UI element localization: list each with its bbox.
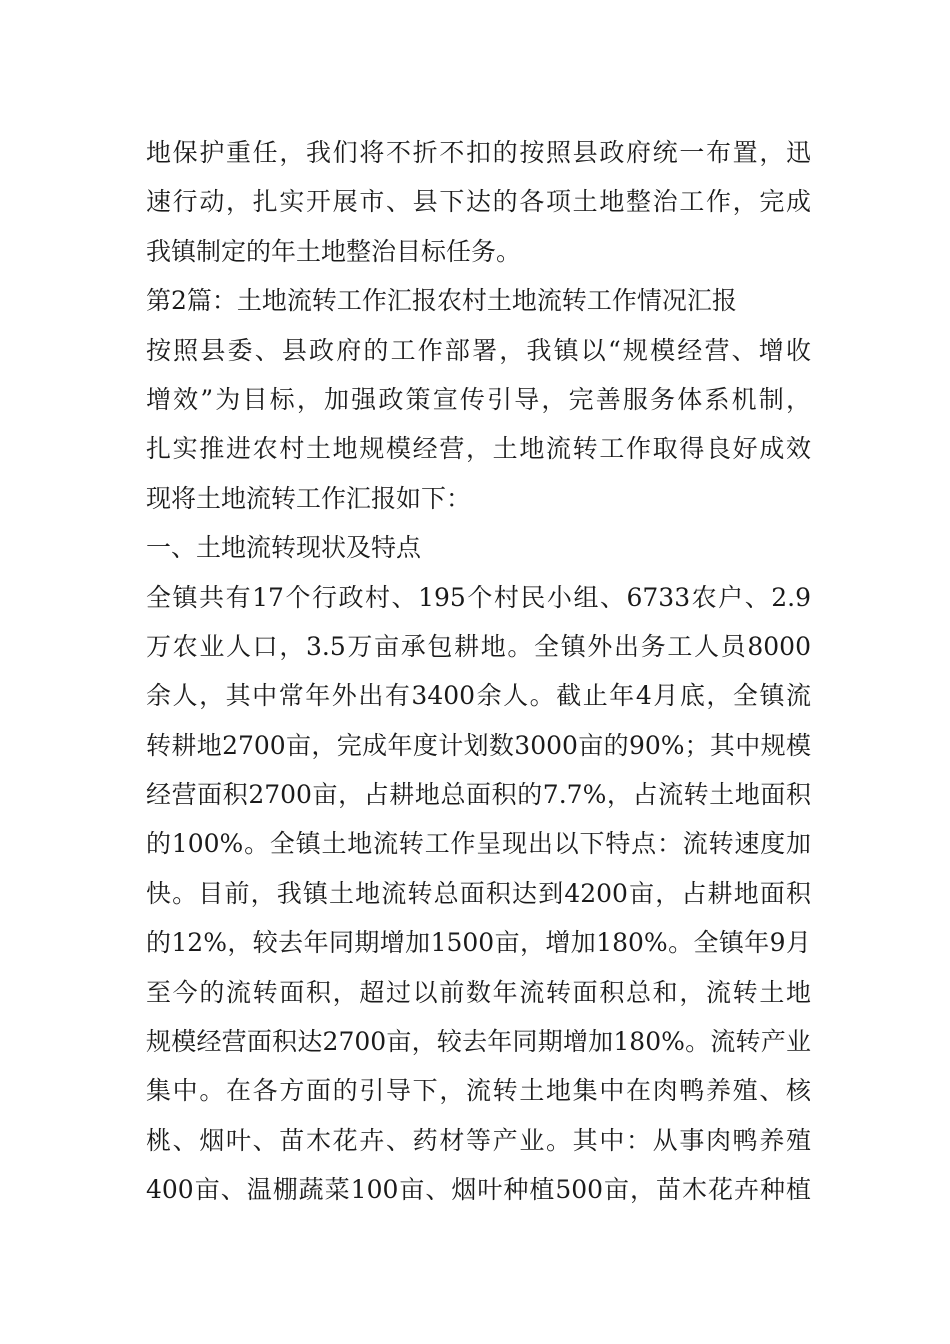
text-line-5: 按照县委、县政府的工作部署，我镇以“规模经营、增收: [146, 335, 811, 365]
section-heading-chapter-2: 第2篇：土地流转工作汇报农村土地流转工作情况汇报: [146, 286, 737, 316]
text-line-22: 400亩、温棚蔬菜100亩、烟叶种植500亩，苗木花卉种植: [146, 1175, 811, 1205]
text-line-17: 的12%，较去年同期增加1500亩，增加180%。全镇年9月: [146, 928, 811, 958]
body-text: [146, 128, 811, 1215]
text-line-12: 余人，其中常年外出有3400余人。截止年4月底，全镇流: [146, 681, 811, 711]
text-line-10: 全镇共有17个行政村、195个村民小组、6733农户、2.9: [146, 582, 811, 612]
section-heading-status: 一、土地流转现状及特点: [146, 533, 422, 563]
text-line-7: 扎实推进农村土地规模经营，土地流转工作取得良好成效: [146, 434, 811, 464]
text-line-6: 增效”为目标，加强政策宣传引导，完善服务体系机制，: [146, 384, 811, 414]
text-line-16: 快。目前，我镇土地流转总面积达到4200亩，占耕地面积: [146, 878, 811, 908]
text-line-14: 经营面积2700亩，占耕地总面积的7.7%，占流转土地面积: [146, 780, 811, 810]
text-line-11: 万农业人口，3.5万亩承包耕地。全镇外出务工人员8000: [146, 631, 811, 661]
text-line-21: 桃、烟叶、苗木花卉、药材等产业。其中：从事肉鸭养殖: [146, 1125, 811, 1155]
text-line-3: 我镇制定的年土地整治目标任务。: [146, 236, 522, 266]
text-line-2: 速行动，扎实开展市、县下达的各项土地整治工作，完成: [146, 187, 811, 217]
text-line-8: 现将土地流转工作汇报如下：: [146, 483, 472, 513]
text-line-15: 的100%。全镇土地流转工作呈现出以下特点：流转速度加: [146, 829, 811, 859]
text-line-19: 规模经营面积达2700亩，较去年同期增加180%。流转产业: [146, 1027, 811, 1057]
text-line-13: 转耕地2700亩，完成年度计划数3000亩的90%；其中规模: [146, 730, 811, 760]
text-line-18: 至今的流转面积，超过以前数年流转面积总和，流转土地: [146, 977, 811, 1007]
text-line-1: 地保护重任，我们将不折不扣的按照县政府统一布置，迅: [146, 138, 811, 167]
text-line-20: 集中。在各方面的引导下，流转土地集中在肉鸭养殖、核: [146, 1076, 811, 1106]
